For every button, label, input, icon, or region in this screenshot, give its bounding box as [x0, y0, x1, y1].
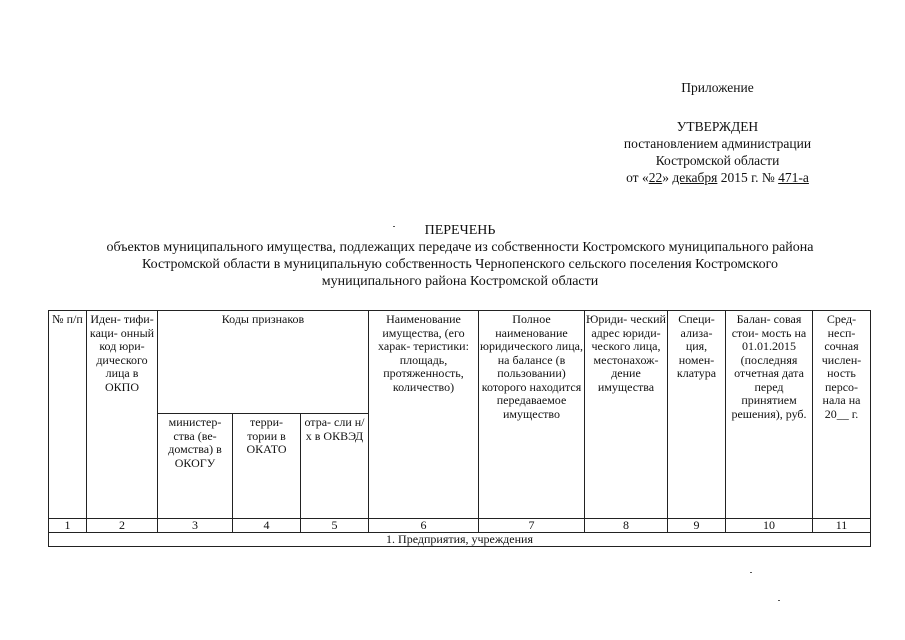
header-okpo-id: Иден- тифи- каци- онный код юри- дического лица в ОКПО [87, 311, 158, 519]
title-line-1: объектов муниципального имущества, подлежащих передаче из собственности Костромского муниципального района [106, 240, 814, 255]
scan-speck [750, 572, 752, 573]
column-number: 3 [158, 519, 233, 533]
approval-block [600, 118, 835, 186]
approval-line-2: Костромской области [655, 153, 780, 168]
title-heading: ПЕРЕЧЕНЬ [424, 223, 496, 238]
document-title [60, 222, 860, 290]
column-number: 2 [87, 519, 158, 533]
scan-speck [393, 226, 395, 227]
column-number: 1 [49, 519, 87, 533]
date-prefix: от « [626, 170, 649, 185]
date-year: 2015 г. № [717, 170, 779, 185]
approval-date-line [600, 169, 835, 186]
section-row: 1. Предприятия, учреждения [49, 533, 871, 547]
header-specialization: Специ- ализа- ция, номен- клатура [668, 311, 726, 519]
approval-heading: УТВЕРЖДЕН [676, 119, 759, 134]
approval-line-1: постановлением администрации [623, 136, 812, 151]
date-after-day: » [662, 170, 673, 185]
column-number: 9 [668, 519, 726, 533]
header-no: № п/п [49, 311, 87, 519]
header-staff-count: Сред- несп- сочная числен- ность персо- нала на 20__ г. [813, 311, 871, 519]
date-month: декабря [672, 170, 718, 185]
header-balance-value: Балан- совая стои- мость на 01.01.2015 (последняя отчетная дата перед принятием решения), руб. [726, 311, 813, 519]
column-number: 10 [726, 519, 813, 533]
property-table [48, 310, 871, 547]
column-number: 5 [301, 519, 369, 533]
date-day: 22 [648, 170, 663, 185]
decree-number: 471-а [778, 170, 809, 185]
header-codes-group: Коды признаков [158, 311, 369, 414]
column-number: 8 [585, 519, 668, 533]
header-okved: отра- сли н/х в ОКВЭД [301, 414, 369, 519]
title-line-3: муниципального района Костромской области [321, 274, 599, 289]
header-legal-entity: Полное наименование юридического лица, на балансе (в пользовании) которого находится передаваемое имущество [479, 311, 585, 519]
column-number: 11 [813, 519, 871, 533]
column-number: 4 [233, 519, 301, 533]
column-number: 6 [369, 519, 479, 533]
column-number: 7 [479, 519, 585, 533]
scan-speck [778, 600, 780, 601]
header-okogu: министер- ства (ве- домства) в ОКОГУ [158, 414, 233, 519]
title-line-2: Костромской области в муниципальную собственность Чернопенского сельского поселения Костромского [142, 257, 778, 272]
appendix-label: Приложение [681, 80, 754, 95]
header-okato: терри- тории в ОКАТО [233, 414, 301, 519]
header-property-name: Наименование имущества, (его харак- теристики: площадь, протяженность, количество) [369, 311, 479, 519]
header-address: Юриди- ческий адрес юриди- ческого лица, местонахож- дение имущества [585, 311, 668, 519]
